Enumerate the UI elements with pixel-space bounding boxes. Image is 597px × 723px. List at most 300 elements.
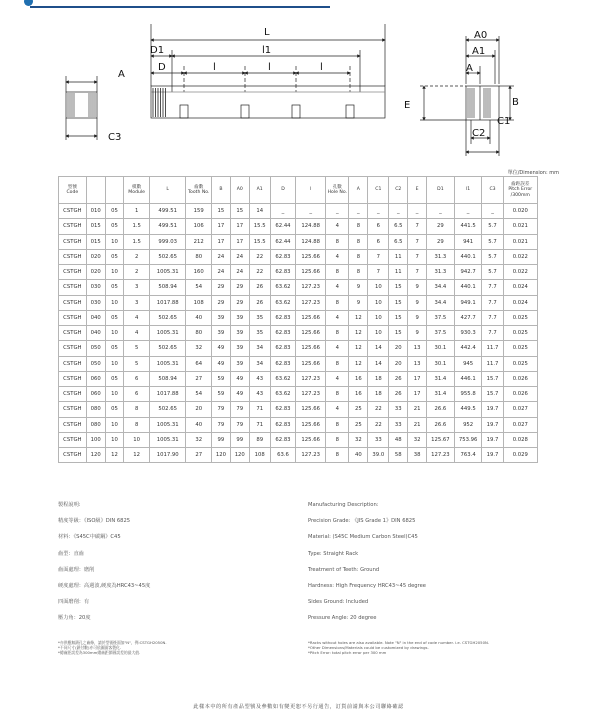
table-cell: 015	[86, 219, 105, 234]
table-cell: 39	[230, 341, 249, 356]
table-cell: 763.4	[454, 448, 482, 463]
table-cell: 19.7	[482, 417, 503, 432]
column-header-en: Pitch Error /300mm	[508, 187, 533, 198]
table-header-row	[59, 177, 538, 204]
table-cell: 941	[454, 234, 482, 249]
table-cell: 12	[349, 356, 368, 371]
table-row	[59, 371, 538, 386]
table-row	[59, 280, 538, 295]
table-cell: 440.1	[454, 280, 482, 295]
table-body	[59, 204, 538, 463]
table-cell: 0.027	[503, 417, 537, 432]
table-cell: 6	[368, 219, 389, 234]
dim-B: B	[512, 97, 519, 108]
dim-l-2: l	[268, 62, 271, 73]
table-cell: 26	[389, 387, 408, 402]
table-cell: _	[368, 204, 389, 219]
table-cell: 31.4	[427, 387, 455, 402]
column-header-en: Code	[66, 190, 79, 195]
table-cell: 10	[105, 326, 124, 341]
table-cell: 62.83	[270, 432, 296, 447]
table-cell: 1017.88	[149, 295, 186, 310]
table-cell: _	[270, 204, 296, 219]
table-cell: 17	[211, 219, 230, 234]
table-cell: 0.024	[503, 280, 537, 295]
table-cell: 62.83	[270, 417, 296, 432]
table-cell: 8	[124, 402, 150, 417]
table-cell: 13	[408, 341, 427, 356]
table-cell: 29	[427, 234, 455, 249]
table-cell: 05	[105, 249, 124, 264]
table-cell: 32	[349, 432, 368, 447]
table-row	[59, 219, 538, 234]
table-row	[59, 448, 538, 463]
table-cell: 212	[186, 234, 212, 249]
footnote-zh-2: *總齒距誤差為300mm總齒距節圓誤差的最大值.	[58, 650, 141, 656]
table-cell: 10	[105, 417, 124, 432]
table-cell: 25	[349, 417, 368, 432]
table-cell: 0.028	[503, 432, 537, 447]
column-header-zh: 模數	[132, 184, 142, 190]
table-cell: 125.66	[296, 265, 326, 280]
table-cell: CSTGH	[59, 402, 87, 417]
table-cell: 59	[211, 371, 230, 386]
table-cell: 502.65	[149, 402, 186, 417]
table-cell: 30.1	[427, 341, 455, 356]
table-cell: 39	[230, 356, 249, 371]
table-cell: 11	[389, 249, 408, 264]
unit-label: 單位/Dimension: mm	[507, 170, 559, 176]
table-cell: 11	[389, 265, 408, 280]
table-cell: 1.5	[124, 219, 150, 234]
table-cell: 9	[349, 280, 368, 295]
table-cell: 10	[368, 326, 389, 341]
table-cell: 62.83	[270, 341, 296, 356]
table-cell: 8	[349, 234, 368, 249]
table-cell: 1.5	[124, 234, 150, 249]
table-cell: 39	[230, 310, 249, 325]
table-cell: 29	[230, 280, 249, 295]
table-row	[59, 249, 538, 264]
table-cell: 62.83	[270, 265, 296, 280]
table-cell: 127.23	[427, 448, 455, 463]
table-cell: 9	[408, 326, 427, 341]
table-cell: 8	[326, 417, 349, 432]
table-cell: 427.7	[454, 310, 482, 325]
table-cell: 100	[86, 432, 105, 447]
table-cell: 441.5	[454, 219, 482, 234]
table-cell: 8	[326, 234, 349, 249]
column-header-en: L	[166, 187, 169, 193]
table-cell: 080	[86, 417, 105, 432]
footnote-zh-0: *亦供應無鎖孔之齒條，請於型號後面加"N"，例:CSTGH2050N.	[58, 640, 167, 645]
table-cell: 7	[368, 265, 389, 280]
table-cell: 120	[230, 448, 249, 463]
table-cell: 20	[389, 356, 408, 371]
footnote-zh-1: *不同尺寸(鎖付數)亦可依圖面客製化.	[58, 645, 122, 651]
footer-disclaimer: 此樣本中的所有產品型號及參數如有變更恕不另行通告，訂貨前請與本公司聯絡確認	[193, 704, 404, 710]
table-cell: 62.44	[270, 219, 296, 234]
table-cell: 1017.90	[149, 448, 186, 463]
table-cell: 106	[186, 219, 212, 234]
table-cell: 58	[389, 448, 408, 463]
column-header-en: D1	[437, 187, 444, 193]
spec-en-6: Sides Ground: Included	[308, 599, 369, 606]
spec-zh-0: 製程說明:	[58, 502, 81, 508]
column-header-8	[249, 177, 270, 204]
table-cell: 39	[211, 310, 230, 325]
table-cell: 9	[408, 295, 427, 310]
dim-D: D	[158, 62, 166, 73]
footnote-en-2: *Pitch Error: total pitch error per 300 mm	[308, 650, 387, 656]
table-cell: 8	[326, 448, 349, 463]
table-cell: 22	[368, 417, 389, 432]
column-header-9	[270, 177, 296, 204]
table-cell: 5.7	[482, 249, 503, 264]
table-cell: 15	[389, 280, 408, 295]
table-cell: 7.7	[482, 280, 503, 295]
table-cell: CSTGH	[59, 432, 87, 447]
table-cell: 449.5	[454, 402, 482, 417]
table-cell: CSTGH	[59, 249, 87, 264]
table-cell: 1005.31	[149, 326, 186, 341]
table-cell: 1005.31	[149, 432, 186, 447]
table-cell: 22	[249, 249, 270, 264]
spec-en-5: Hardness: High Frequency HRC43~45 degree	[308, 582, 426, 589]
table-cell: 79	[230, 417, 249, 432]
table-cell: 33	[389, 402, 408, 417]
table-cell: 12	[124, 448, 150, 463]
column-header-19	[503, 177, 537, 204]
column-header-2	[105, 177, 124, 204]
table-cell: 5.7	[482, 265, 503, 280]
table-cell: 15.7	[482, 387, 503, 402]
column-header-en: l1	[466, 187, 471, 193]
table-cell: 49	[211, 356, 230, 371]
table-cell: 11.7	[482, 341, 503, 356]
table-cell: 43	[249, 387, 270, 402]
table-cell: 125.66	[296, 326, 326, 341]
column-header-10	[296, 177, 326, 204]
dim-D1: D1	[150, 45, 165, 56]
table-cell: 0.025	[503, 310, 537, 325]
table-cell: 05	[105, 371, 124, 386]
table-cell: 49	[211, 341, 230, 356]
table-cell: 440.1	[454, 249, 482, 264]
table-cell: 9	[408, 310, 427, 325]
table-cell: 3	[124, 280, 150, 295]
column-header-zh: 型號	[67, 184, 77, 190]
column-header-zh: 齒距誤差	[511, 181, 530, 187]
table-cell: 060	[86, 371, 105, 386]
table-cell: 48	[389, 432, 408, 447]
spec-en-7: Pressure Angle: 20 degree	[308, 615, 377, 622]
table-cell: CSTGH	[59, 219, 87, 234]
column-header-zh: 孔數	[332, 184, 342, 190]
column-header-7	[230, 177, 249, 204]
table-cell: 499.51	[149, 219, 186, 234]
table-cell: 62.83	[270, 326, 296, 341]
column-header-en: Module	[128, 190, 146, 195]
dim-A1: A1	[472, 46, 486, 57]
dim-l1: l1	[262, 45, 272, 56]
table-cell: 125.66	[296, 402, 326, 417]
table-cell: 71	[249, 417, 270, 432]
table-cell: 942.7	[454, 265, 482, 280]
table-cell: 43	[249, 371, 270, 386]
column-header-5	[186, 177, 212, 204]
table-cell: 26	[249, 280, 270, 295]
table-cell: CSTGH	[59, 234, 87, 249]
table-cell: 9	[408, 280, 427, 295]
table-cell: 127.23	[296, 371, 326, 386]
table-row	[59, 234, 538, 249]
table-cell: 80	[186, 249, 212, 264]
table-cell: 17	[211, 234, 230, 249]
table-cell: 0.027	[503, 402, 537, 417]
table-cell: 0.022	[503, 265, 537, 280]
table-cell: 10	[105, 432, 124, 447]
table-row	[59, 356, 538, 371]
table-cell: 30.1	[427, 356, 455, 371]
table-cell: 32	[186, 432, 212, 447]
spec-table	[58, 176, 538, 463]
table-cell: 27	[186, 371, 212, 386]
table-cell: 442.4	[454, 341, 482, 356]
table-cell: 10	[105, 234, 124, 249]
table-cell: 05	[105, 402, 124, 417]
table-cell: 25	[349, 402, 368, 417]
table-cell: 1017.88	[149, 387, 186, 402]
table-cell: CSTGH	[59, 341, 87, 356]
table-cell: 8	[326, 265, 349, 280]
table-cell: 1005.31	[149, 417, 186, 432]
table-cell: 35	[249, 310, 270, 325]
table-cell: 99	[211, 432, 230, 447]
column-header-14	[389, 177, 408, 204]
column-header-13	[368, 177, 389, 204]
table-cell: 7	[408, 265, 427, 280]
table-cell: 4	[326, 219, 349, 234]
table-cell: 19.7	[482, 402, 503, 417]
table-cell: 160	[186, 265, 212, 280]
column-header-en: C1	[375, 187, 382, 193]
table-cell: 20	[389, 341, 408, 356]
column-header-11	[326, 177, 349, 204]
table-row	[59, 204, 538, 219]
table-cell: 0.029	[503, 448, 537, 463]
table-cell: 10	[105, 356, 124, 371]
table-cell: 10	[368, 310, 389, 325]
table-cell: 508.94	[149, 371, 186, 386]
table-cell: 17	[408, 387, 427, 402]
table-cell: 34	[249, 341, 270, 356]
footnote-en-0: *Racks without holes are also available. Note "N" in the end of code number. i.e. CSTGH2050N.	[308, 640, 490, 645]
table-cell: 39	[230, 326, 249, 341]
column-header-12	[349, 177, 368, 204]
table-cell: 8	[349, 219, 368, 234]
table-cell: 14	[368, 356, 389, 371]
table-cell: 15.5	[249, 219, 270, 234]
table-cell: 34.4	[427, 280, 455, 295]
table-cell: 62.83	[270, 249, 296, 264]
table-cell: 753.96	[454, 432, 482, 447]
table-cell: 05	[105, 280, 124, 295]
table-cell: 79	[211, 402, 230, 417]
spec-zh-1: 精度等級：《ISO級》DIN 6825	[58, 518, 131, 525]
table-cell: _	[389, 204, 408, 219]
table-cell: CSTGH	[59, 387, 87, 402]
dim-C3: C3	[108, 132, 122, 143]
table-cell: 99	[230, 432, 249, 447]
table-cell: 127.23	[296, 295, 326, 310]
table-cell: 26.6	[427, 402, 455, 417]
table-cell: 12	[105, 448, 124, 463]
table-cell: 030	[86, 295, 105, 310]
table-cell: 17	[408, 371, 427, 386]
spec-en-1: Precision Grade: 《JIS Grade 1》DIN 6825	[308, 518, 416, 525]
column-header-17	[454, 177, 482, 204]
table-cell: 0.025	[503, 341, 537, 356]
table-cell: 8	[326, 326, 349, 341]
table-cell: 10	[105, 295, 124, 310]
table-cell: 108	[186, 295, 212, 310]
table-cell: 040	[86, 326, 105, 341]
table-cell: 9	[349, 295, 368, 310]
spec-en-3: Type: Straight Rack	[308, 550, 359, 557]
table-cell: 33	[389, 417, 408, 432]
table-cell: 952	[454, 417, 482, 432]
table-cell: 80	[186, 326, 212, 341]
table-cell: 6	[124, 387, 150, 402]
table-row	[59, 387, 538, 402]
table-cell: CSTGH	[59, 371, 87, 386]
table-cell: 5.7	[482, 234, 503, 249]
table-cell: 125.66	[296, 417, 326, 432]
dim-A-left: A	[118, 69, 125, 80]
table-cell: 6.5	[389, 219, 408, 234]
spec-zh-4: 齒面處理：磨削	[58, 566, 95, 573]
table-cell: 11.7	[482, 356, 503, 371]
table-cell: 5	[124, 341, 150, 356]
table-cell: 15.7	[482, 371, 503, 386]
table-cell: 446.1	[454, 371, 482, 386]
column-header-0	[59, 177, 87, 204]
table-cell: 15	[389, 310, 408, 325]
table-cell: 125.66	[296, 432, 326, 447]
dim-l-3: l	[320, 62, 323, 73]
table-row	[59, 295, 538, 310]
table-cell: 49	[230, 371, 249, 386]
table-cell: 32	[186, 341, 212, 356]
table-cell: 24	[230, 265, 249, 280]
table-cell: 26.6	[427, 417, 455, 432]
table-cell: 63.62	[270, 371, 296, 386]
table-cell: 5	[124, 356, 150, 371]
table-cell: 31.4	[427, 371, 455, 386]
table-cell: 38	[408, 448, 427, 463]
table-cell: 0.022	[503, 249, 537, 264]
table-cell: 4	[124, 326, 150, 341]
table-cell: 8	[124, 417, 150, 432]
table-cell: 27	[186, 448, 212, 463]
table-cell: 8	[326, 432, 349, 447]
table-cell: 040	[86, 310, 105, 325]
table-cell: 8	[326, 387, 349, 402]
table-cell: 20	[186, 402, 212, 417]
table-cell: 2	[124, 249, 150, 264]
table-cell: CSTGH	[59, 448, 87, 463]
table-cell: 62.83	[270, 402, 296, 417]
table-cell: 59	[211, 387, 230, 402]
spec-en-2: Material: (S45C Medium Carbon Steel)C45	[308, 534, 418, 541]
table-cell: 2	[124, 265, 150, 280]
table-cell: 6	[124, 371, 150, 386]
table-cell: 18	[368, 387, 389, 402]
table-cell: 37.5	[427, 326, 455, 341]
dim-C1: C1	[497, 116, 511, 127]
table-cell: 015	[86, 234, 105, 249]
table-cell: 1	[124, 204, 150, 219]
table-cell: 37.5	[427, 310, 455, 325]
table-cell: 26	[249, 295, 270, 310]
table-cell: 120	[86, 448, 105, 463]
table-cell: 0.021	[503, 219, 537, 234]
table-cell: 949.1	[454, 295, 482, 310]
table-cell: 502.65	[149, 341, 186, 356]
table-cell: 63.62	[270, 387, 296, 402]
table-cell: 24	[230, 249, 249, 264]
table-cell: 10	[105, 265, 124, 280]
table-cell: 79	[230, 402, 249, 417]
column-header-en: D	[281, 187, 285, 193]
footnote-en-1: *Other Dimensions/Materials could be customized by drawings.	[308, 645, 429, 651]
table-cell: 125.66	[296, 341, 326, 356]
table-cell: 050	[86, 356, 105, 371]
table-cell: 930.3	[454, 326, 482, 341]
table-cell: 24	[211, 249, 230, 264]
column-header-en: Hole No.	[327, 190, 348, 195]
table-cell: 18	[368, 371, 389, 386]
table-cell: 4	[326, 371, 349, 386]
table-cell: 63.62	[270, 295, 296, 310]
table-cell: CSTGH	[59, 204, 87, 219]
table-cell: 8	[326, 295, 349, 310]
table-cell: 40	[186, 310, 212, 325]
column-header-6	[211, 177, 230, 204]
table-cell: 10	[105, 387, 124, 402]
table-cell: 6	[368, 234, 389, 249]
table-cell: 14	[249, 204, 270, 219]
table-cell: CSTGH	[59, 326, 87, 341]
table-cell: 10	[124, 432, 150, 447]
table-cell: 159	[186, 204, 212, 219]
table-row	[59, 341, 538, 356]
table-cell: 54	[186, 387, 212, 402]
column-header-en: A	[356, 187, 360, 193]
table-cell: 21	[408, 417, 427, 432]
table-cell: 502.65	[149, 310, 186, 325]
spec-zh-2: 材料：《S45C中碳鋼》C45	[58, 534, 121, 541]
table-cell: 64	[186, 356, 212, 371]
table-cell: 79	[211, 417, 230, 432]
table-cell: 33	[368, 432, 389, 447]
table-cell: 19.7	[482, 448, 503, 463]
table-cell: 8	[349, 249, 368, 264]
table-cell: 0.021	[503, 234, 537, 249]
table-cell: 125.66	[296, 310, 326, 325]
table-cell: 0.024	[503, 295, 537, 310]
